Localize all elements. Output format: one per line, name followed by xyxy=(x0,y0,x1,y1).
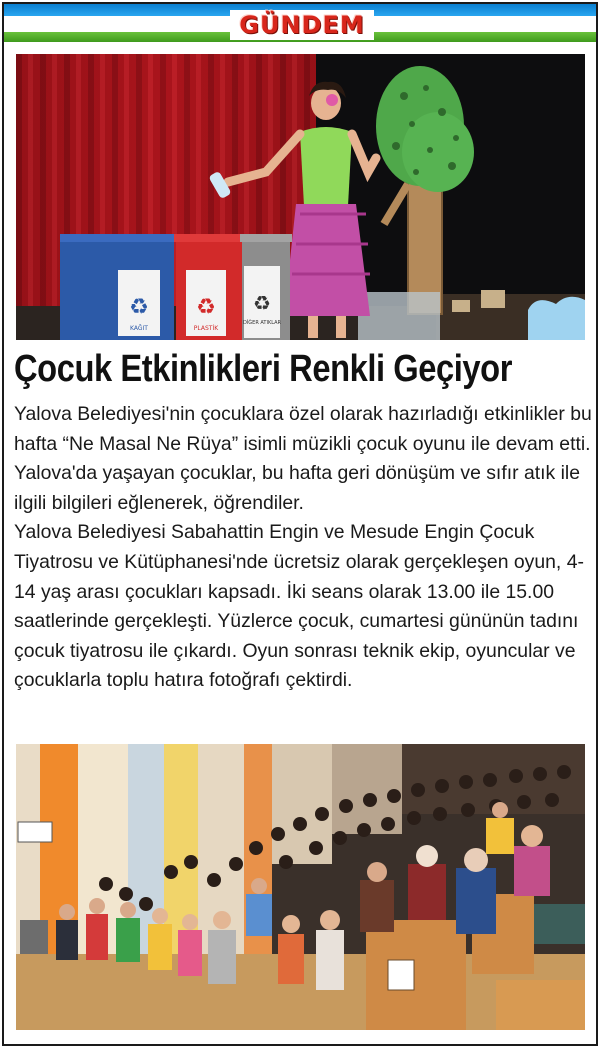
section-banner xyxy=(4,4,596,42)
banner-title-box xyxy=(230,10,374,40)
bin-label-paper: KAĞIT xyxy=(130,325,148,332)
section-title: GÜNDEM xyxy=(239,11,365,39)
svg-text:♻: ♻ xyxy=(253,291,271,315)
audience-photo-illustration xyxy=(16,744,585,1030)
svg-text:♻: ♻ xyxy=(196,295,216,320)
bin-label-other: DİĞER ATIKLAR xyxy=(242,320,282,326)
article-paragraph-2: Yalova Belediyesi Sabahattin Engin ve Mesude Engin Çocuk Tiyatrosu ve Kütüphanesi'nde ücretsiz olarak gerçekleşen oyun, 4-14 yaş arası çocukları kapsadı. İki seans olarak 13.00 ile 15.00 saatlerinde gerçekleşti. Yüzlerce çocuk, cumartesi gününün tadını çocuk tiyatrosu ile çıkardı. Oyun sonrası teknik ekip, oyuncular ve çocuklarla toplu hatıra fotoğrafı çektirdi. xyxy=(14,521,584,692)
stage-photo-illustration xyxy=(16,54,585,340)
article-paragraph-1: Yalova Belediyesi'nin çocuklara özel olarak hazırladığı etkinlikler bu hafta “Ne Masal Ne Rüya” isimli müzikli çocuk oyunu ile devam etti. Yalova'da yaşayan çocuklar, bu hafta geri dönüşüm ve sıfır atık ile ilgili bilgileri eğlenerek, öğrendiler. xyxy=(14,403,592,514)
article-body xyxy=(14,400,592,696)
bin-label-plastic: PLASTİK xyxy=(193,325,219,332)
audience-photo xyxy=(16,744,585,1030)
stage-photo xyxy=(16,54,585,340)
article-headline: Çocuk Etkinlikleri Renkli Geçiyor xyxy=(14,348,512,390)
svg-text:♻: ♻ xyxy=(129,295,149,320)
